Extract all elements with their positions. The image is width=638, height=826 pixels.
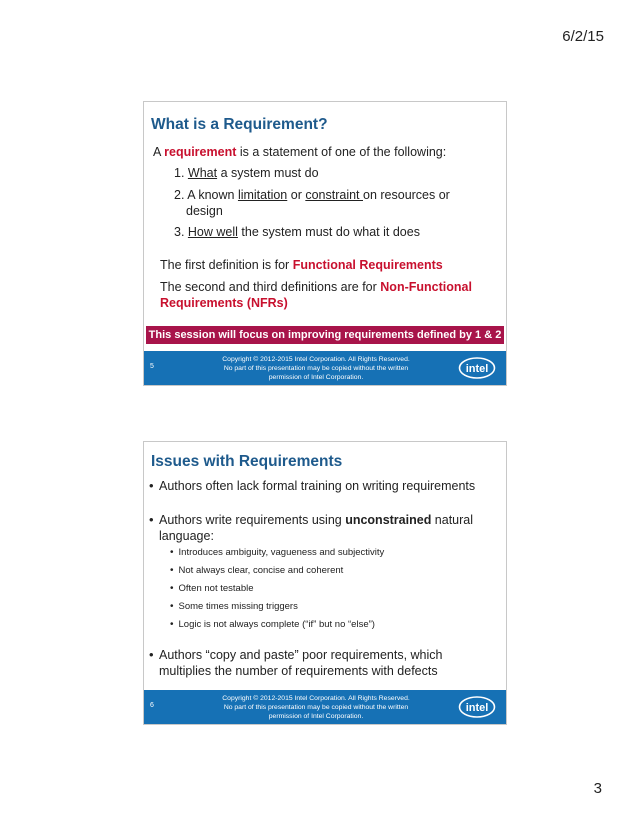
nfr-line <box>160 279 472 295</box>
item-text: on resources or <box>363 188 450 202</box>
item-number: 1. <box>174 166 188 180</box>
bullet-copy-paste <box>149 647 442 679</box>
page-date: 6/2/15 <box>562 28 604 45</box>
item-number: 2. A known <box>174 188 238 202</box>
bullet-training <box>149 478 475 494</box>
sub-bullet-text: Logic is not always complete (“if” but no “else”) <box>178 619 375 630</box>
intro-pre: A <box>153 145 165 159</box>
sub-bullet-text: Introduces ambiguity, vagueness and subjectivity <box>178 547 385 558</box>
slide-title: What is a Requirement? <box>151 116 328 133</box>
slide-footer <box>144 690 506 724</box>
copyright-line: permission of Intel Corporation. <box>268 374 364 381</box>
copyright-line: permission of Intel Corporation. <box>268 713 364 720</box>
functional-emphasis: Functional Requirements <box>292 258 443 272</box>
sub-bullet-text: Often not testable <box>178 583 254 594</box>
sub-bullet <box>170 619 375 630</box>
copyright-notice <box>186 694 446 721</box>
intro-emphasis: requirement <box>164 145 237 159</box>
item-text: a system must do <box>217 166 319 180</box>
bullet-unconstrained <box>149 512 473 544</box>
logo-text: intel <box>465 363 489 375</box>
item-underlined: How well <box>187 225 238 239</box>
page-number: 3 <box>593 780 602 797</box>
item-text: or <box>287 188 306 202</box>
copyright-line: No part of this presentation may be copied without the written <box>223 365 409 372</box>
copyright-line: Copyright © 2012-2015 Intel Corporation. All Rights Reserved. <box>222 356 410 363</box>
item-number: 3. <box>174 225 188 239</box>
functional-line <box>160 257 443 273</box>
bullet-icon: • <box>149 478 154 493</box>
item-underlined: limitation <box>237 188 288 202</box>
sub-bullet <box>170 565 343 576</box>
copyright-line: No part of this presentation may be copied without the written <box>223 704 409 711</box>
slide-footer <box>144 351 506 385</box>
intro-line <box>153 144 446 160</box>
list-item-1 <box>174 165 319 181</box>
bullet-text: Authors often lack formal training on writing requirements <box>159 479 476 493</box>
list-item-3 <box>174 224 420 240</box>
sub-bullet-text: Not always clear, concise and coherent <box>178 565 344 576</box>
bullet-text <box>149 512 473 528</box>
slide-number: 5 <box>150 363 154 370</box>
bullet-icon: • <box>149 512 154 527</box>
sub-bullet <box>170 601 298 612</box>
bullet-icon: • <box>170 547 174 558</box>
functional-pre: The first definition is for <box>160 258 293 272</box>
item-underlined: What <box>187 166 218 180</box>
bullet-icon: • <box>170 601 174 612</box>
bullet-pre: Authors write requirements using <box>159 513 346 527</box>
bullet-icon: • <box>170 619 174 630</box>
bullet-icon: • <box>170 565 174 576</box>
slide-5 <box>143 101 507 386</box>
bullet-post: natural <box>431 513 474 527</box>
nfr-pre: The second and third definitions are for <box>160 280 381 294</box>
item-text: the system must do what it does <box>237 225 420 239</box>
intel-logo-icon <box>458 356 496 380</box>
copyright-notice <box>186 355 446 382</box>
slide-number: 6 <box>150 702 154 709</box>
intel-logo-icon <box>458 695 496 719</box>
intro-post: is a statement of one of the following: <box>236 145 447 159</box>
bullet-text-cont: multiplies the number of requirements with defects <box>159 664 438 678</box>
slide-title: Issues with Requirements <box>151 453 343 470</box>
focus-banner: This session will focus on improving requirements defined by 1 & 2 <box>146 326 504 344</box>
list-item-2 <box>174 187 450 203</box>
sub-bullet <box>170 547 384 558</box>
bullet-text: Authors “copy and paste” poor requirements, which <box>159 648 443 662</box>
bullet-icon: • <box>149 647 154 662</box>
slide-6 <box>143 441 507 725</box>
nfr-line-cont: Requirements (NFRs) <box>160 296 288 310</box>
logo-text: intel <box>465 702 489 714</box>
sub-bullet-text: Some times missing triggers <box>178 601 298 612</box>
bullet-icon: • <box>170 583 174 594</box>
bullet-emphasis: unconstrained <box>345 513 432 527</box>
list-item-2-cont: design <box>186 204 223 218</box>
sub-bullet <box>170 583 254 594</box>
bullet-text-cont: language: <box>159 529 214 543</box>
nfr-emphasis: Non-Functional <box>380 280 472 294</box>
item-underlined: constraint <box>305 188 363 202</box>
copyright-line: Copyright © 2012-2015 Intel Corporation. All Rights Reserved. <box>222 695 410 702</box>
